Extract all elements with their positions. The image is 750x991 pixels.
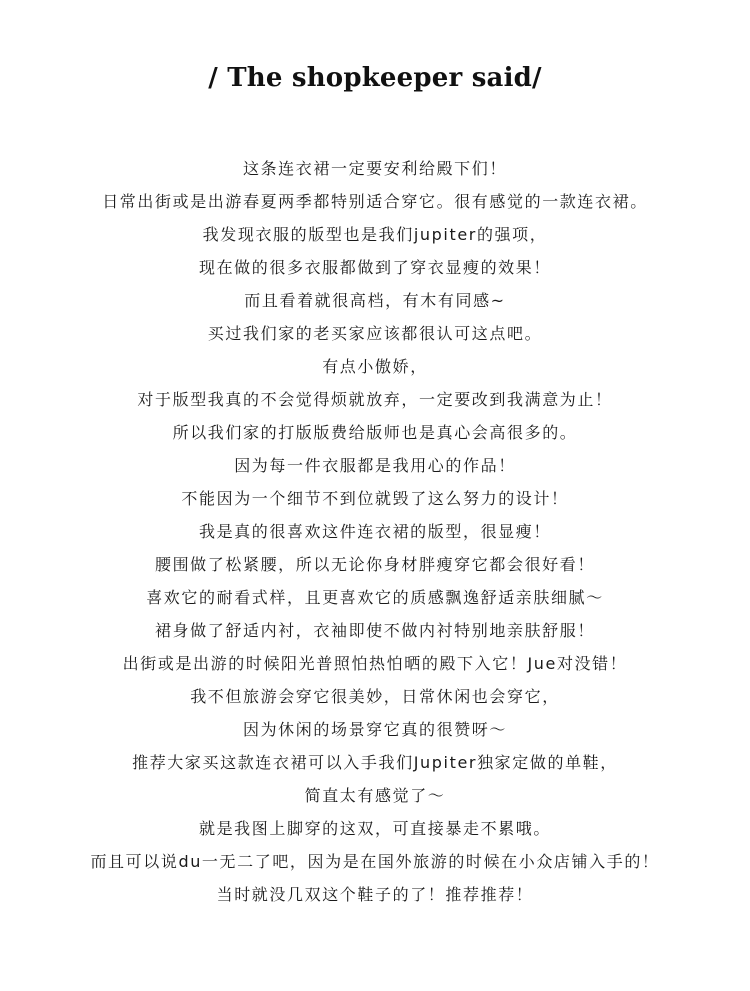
text-line: 裙身做了舒适内衬，衣袖即使不做内衬特别地亲肤舒服！ [154,621,595,640]
text-line: 所以我们家的打版版费给版师也是真心会高很多的。 [172,423,578,442]
text-line: 我不但旅游会穿它很美妙，日常休闲也会穿它， [190,687,560,706]
text-line: 就是我图上脚穿的这双，可直接暴走不累哦。 [198,819,551,838]
text-line: 而且看着就很高档，有木有同感~ [244,291,506,310]
text-line: 这条连衣裙一定要安利给殿下们！ [242,159,507,178]
text-line: 现在做的很多衣服都做到了穿衣显瘦的效果！ [198,258,551,277]
text-line: 因为休闲的场景穿它真的很赞呀～ [242,720,507,739]
text-line: 腰围做了松紧腰，所以无论你身材胖瘦穿它都会很好看！ [154,555,595,574]
text-line: 因为每一件衣服都是我用心的作品！ [234,456,516,475]
page-title: / The shopkeeper said/ [208,63,542,93]
text-line: 有点小傲娇， [322,357,428,376]
text-line: 日常出街或是出游春夏两季都特别适合穿它。很有感觉的一款连衣裙。 [102,192,648,211]
text-line: 而且可以说du一无二了吧，因为是在国外旅游的时候在小众店铺入手的！ [90,852,660,871]
text-line: 对于版型我真的不会觉得烦就放弃，一定要改到我满意为止！ [137,390,613,409]
text-line: 简直太有感觉了～ [304,786,446,805]
text-line: 我发现衣服的版型也是我们jupiter的强项， [202,225,548,244]
text-line: 出街或是出游的时候阳光普照怕热怕晒的殿下入它！Jue对没错！ [122,654,628,673]
text-line: 买过我们家的老买家应该都很认可这点吧。 [207,324,543,343]
text-line: 推荐大家买这款连衣裙可以入手我们Jupiter独家定做的单鞋， [132,753,618,772]
text-line: 不能因为一个细节不到位就毁了这么努力的设计！ [181,489,569,508]
body-text [0,152,750,911]
text-line: 喜欢它的耐看式样，且更喜欢它的质感飘逸舒适亲肤细腻～ [146,588,604,607]
text-line: 当时就没几双这个鞋子的了！推荐推荐！ [216,885,534,904]
text-line: 我是真的很喜欢这件连衣裙的版型，很显瘦！ [198,522,551,541]
